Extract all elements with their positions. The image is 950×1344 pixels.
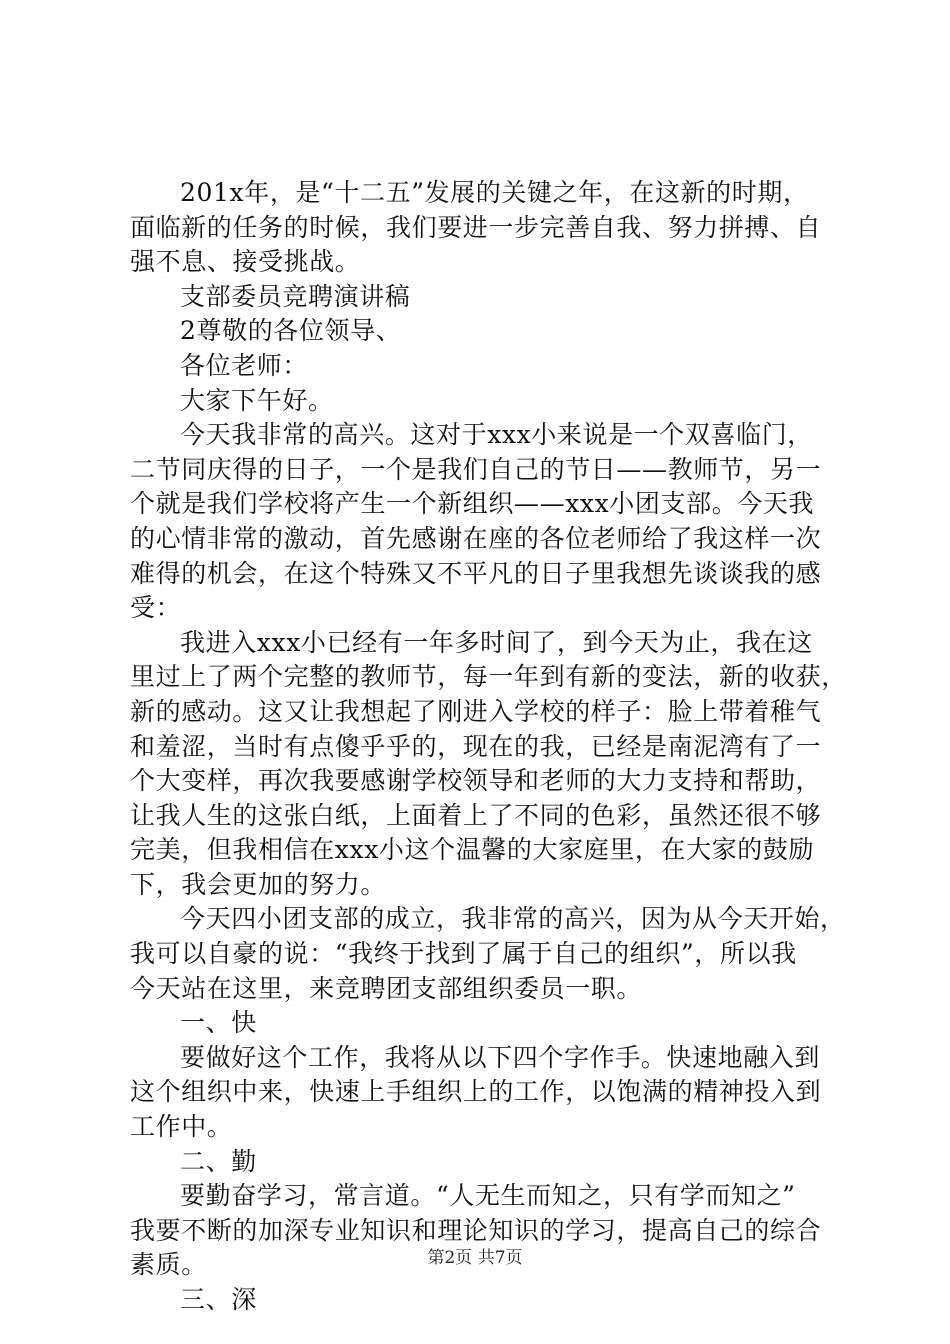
text-line: 难得的机会，在这个特殊又不平凡的日子里我想先谈谈我的感	[130, 558, 822, 588]
text-line: 个大变样，再次我要感谢学校领导和老师的大力支持和帮助，	[130, 766, 822, 796]
text-line: 支部委员竞聘演讲稿	[180, 281, 411, 311]
text-line: 里过上了两个完整的教师节，每一年到有新的变法，新的收获，	[130, 662, 847, 692]
text-line: 我进入xxx小已经有一年多时间了，到今天为止，我在这	[180, 627, 813, 657]
text-line: 下，我会更加的努力。	[130, 869, 387, 899]
text-line: 要勤奋学习，常言道。“人无生而知之，只有学而知之”	[180, 1181, 796, 1211]
page-number-footer: 第2页 共7页	[427, 1248, 523, 1268]
text-line: 二节同庆得的日子，一个是我们自己的节日——教师节，另一	[130, 454, 822, 484]
text-line: 二、勤	[180, 1146, 257, 1176]
text-line: 我可以自豪的说：“我终于找到了属于自己的组织”，所以我	[130, 939, 797, 969]
text-line: 201x年，是“十二五”发展的关键之年，在这新的时期，	[180, 178, 809, 207]
text-line: 今天站在这里，来竞聘团支部组织委员一职。	[130, 973, 643, 1003]
text-line: 一、快	[180, 1008, 257, 1038]
text-line: 让我人生的这张白纸，上面着上了不同的色彩，虽然还很不够	[130, 800, 822, 830]
text-line: 的心情非常的激动，首先感谢在座的各位老师给了我这样一次	[130, 523, 822, 553]
text-line: 各位老师：	[180, 350, 309, 380]
text-line: 强不息、接受挑战。	[130, 247, 361, 277]
text-line: 要做好这个工作，我将从以下四个字作手。快速地融入到	[180, 1042, 821, 1072]
text-line: 素质。	[130, 1250, 207, 1280]
text-line: 今天四小团支部的成立，我非常的高兴，因为从今天开始，	[180, 904, 846, 934]
text-line: 和羞涩，当时有点傻乎乎的，现在的我，已经是南泥湾有了一	[130, 731, 822, 761]
text-line: 新的感动。这又让我想起了刚进入学校的样子：脸上带着稚气	[130, 696, 822, 726]
text-line: 这个组织中来，快速上手组织上的工作，以饱满的精神投入到	[130, 1077, 822, 1107]
text-line: 2尊敬的各位领导、	[180, 316, 402, 346]
text-line: 完美，但我相信在xxx小这个温馨的大家庭里，在大家的鼓励	[130, 835, 815, 865]
text-line: 我要不断的加深专业知识和理论知识的学习，提高自己的综合	[130, 1215, 822, 1245]
document-body	[130, 176, 847, 1318]
text-line: 三、深	[180, 1285, 257, 1314]
text-line: 受：	[130, 593, 182, 623]
text-line: 个就是我们学校将产生一个新组织——xxx小团支部。今天我	[130, 489, 815, 519]
text-line: 大家下午好。	[180, 385, 334, 415]
text-line: 工作中。	[130, 1112, 233, 1142]
text-line: 面临新的任务的时候，我们要进一步完善自我、努力拼搏、自	[130, 212, 822, 242]
text-line: 今天我非常的高兴。这对于xxx小来说是一个双喜临门，	[180, 420, 813, 450]
